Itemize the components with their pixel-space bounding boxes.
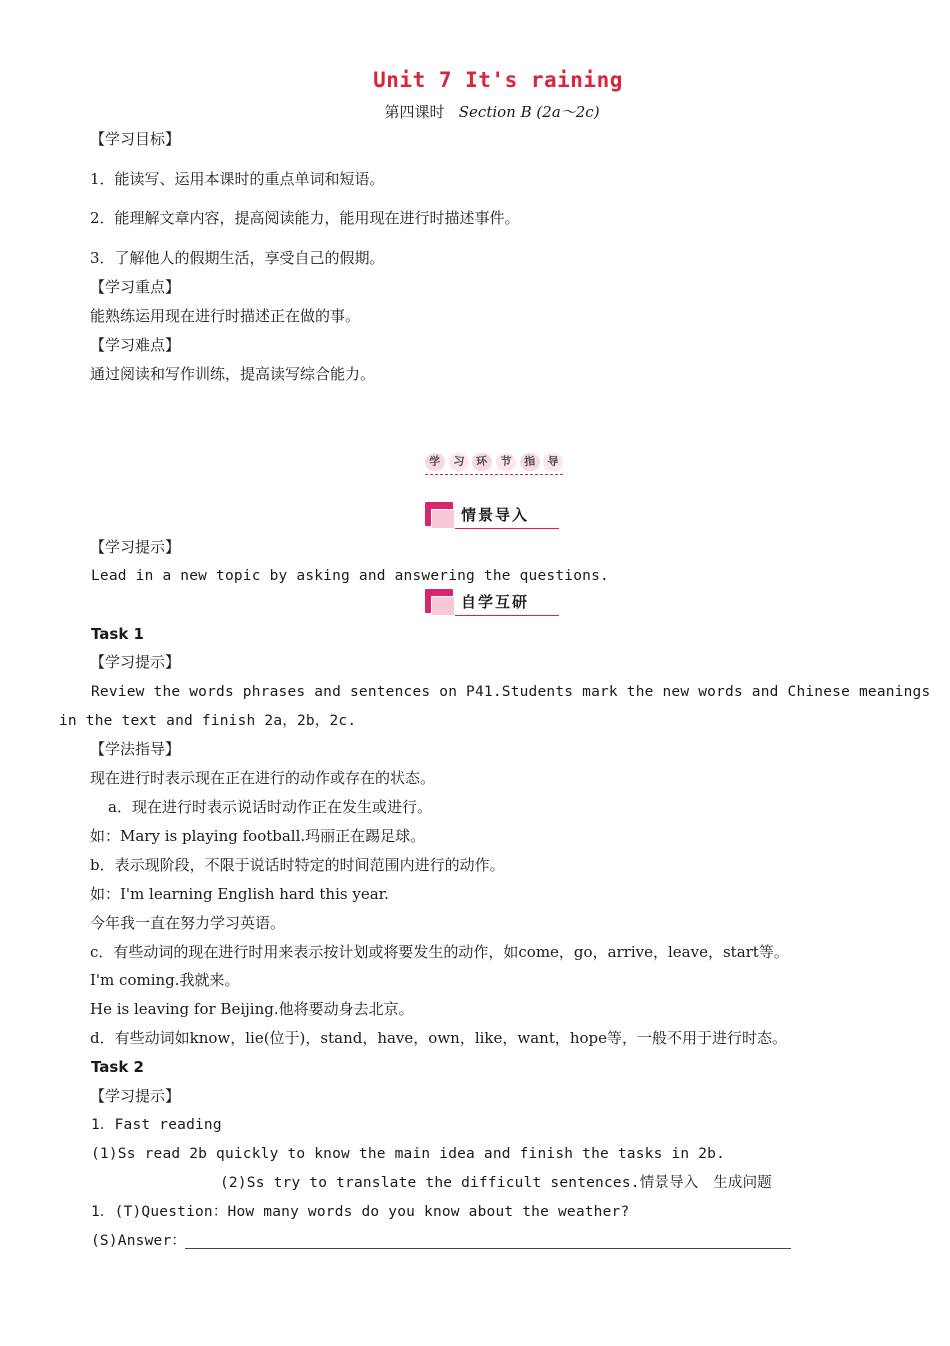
guide-line: a．现在进行时表示说话时动作正在发生或进行。: [108, 798, 432, 816]
lesson-number: 第四课时: [384, 103, 445, 121]
lesson-subtitle: [0, 101, 950, 122]
key-points-text: 能熟练运用现在进行时描述正在做的事。: [90, 307, 361, 325]
section-header-intro: [425, 501, 559, 529]
guide-line: 如：I'm learning English hard this year.: [90, 885, 389, 903]
guide-line: 如：Mary is playing football.玛丽正在踢足球。: [90, 827, 426, 845]
guide-line: c．有些动词的现在进行时用来表示按计划或将要发生的动作，如come，go，arrive，leave，start等。: [90, 943, 789, 961]
section-label: 自学互研: [461, 593, 530, 611]
guide-line: I'm coming.我就来。: [90, 971, 240, 989]
task1-guide-heading: 【学法指导】: [90, 740, 181, 758]
intro-hint-text: Lead in a new topic by asking and answering the questions.: [91, 568, 609, 584]
answer-blank-line[interactable]: [185, 1248, 791, 1249]
guide-line: b．表示现阶段，不限于说话时特定的时间范围内进行的动作。: [90, 856, 505, 874]
banner-char: 学: [424, 452, 445, 472]
section-range: (2a～2c): [536, 103, 600, 121]
task1-hint-heading: 【学习提示】: [90, 653, 181, 671]
answer-label: (S)Answer：: [91, 1233, 187, 1249]
task1-hint-line: Review the words phrases and sentences on P41.Students mark the new words and Chinese meanings: [91, 684, 931, 700]
guide-line: 现在进行时表示现在正在进行的动作或存在的状态。: [90, 769, 436, 787]
objective-item: 1．能读写、运用本课时的重点单词和短语。: [90, 170, 385, 188]
task2-hint-heading: 【学习提示】: [90, 1087, 181, 1105]
section-header-self-study: [425, 588, 559, 616]
task2-line: (2)Ss try to translate the difficult sentences.情景导入 生成问题: [220, 1175, 772, 1191]
task1-hint-line: in the text and finish 2a，2b，2c.: [59, 713, 357, 729]
task2-line: (1)Ss read 2b quickly to know the main idea and finish the tasks in 2b.: [91, 1146, 726, 1162]
task2-title: Task 2: [91, 1058, 144, 1076]
banner-char: 习: [448, 452, 469, 472]
banner-char: 导: [542, 452, 563, 472]
key-points-heading: 【学习重点】: [90, 278, 181, 296]
banner-char: 环: [471, 452, 492, 472]
difficulties-heading: 【学习难点】: [90, 336, 181, 354]
difficulties-text: 通过阅读和写作训练，提高读写综合能力。: [90, 365, 376, 383]
objective-item: 3．了解他人的假期生活，享受自己的假期。: [90, 249, 385, 267]
guide-line: d．有些动词如know，lie(位于)，stand，have，own，like，want，hope等，一般不用于进行时态。: [90, 1029, 788, 1047]
task2-line: 1．(T)Question：How many words do you know about the weather?: [91, 1204, 630, 1220]
section-name: Section B: [458, 103, 532, 121]
objectives-heading: 【学习目标】: [90, 130, 181, 148]
banner-char: 节: [495, 452, 516, 472]
task2-line: 1．Fast reading: [91, 1117, 222, 1133]
section-label: 情景导入: [461, 506, 530, 524]
page-title: Unit 7 It's raining: [373, 68, 623, 92]
guide-line: 今年我一直在努力学习英语。: [90, 914, 286, 932]
task1-title: Task 1: [91, 625, 144, 643]
objective-item: 2．能理解文章内容，提高阅读能力，能用现在进行时描述事件。: [90, 209, 520, 227]
section-square-icon: [431, 596, 455, 616]
banner-char: 指: [519, 452, 540, 472]
intro-hint-heading: 【学习提示】: [90, 538, 181, 556]
guide-line: He is leaving for Beijing.他将要动身去北京。: [90, 1000, 414, 1018]
section-square-icon: [431, 509, 455, 529]
study-guide-banner: [425, 450, 563, 475]
